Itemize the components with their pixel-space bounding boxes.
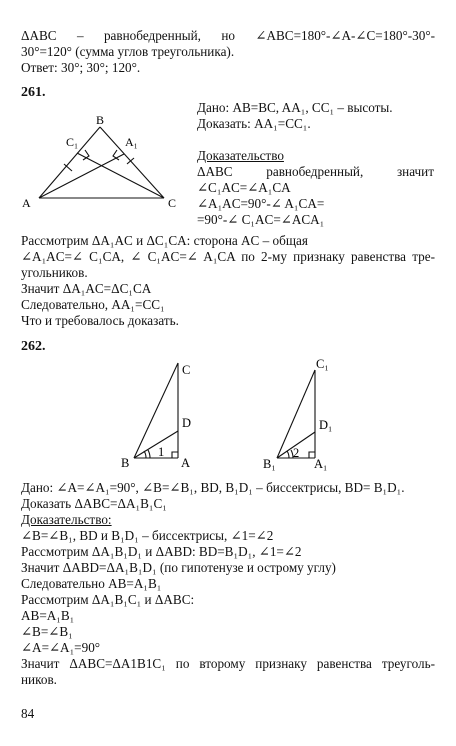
- fig262a-label-B: B: [121, 456, 130, 470]
- p261-proof-r1: ΔABC равнобедренный, значит: [197, 164, 434, 179]
- page-number: 84: [21, 706, 35, 721]
- fig261-label-A1: A₁: [125, 135, 138, 149]
- p261-proof-r4: =90°-∠ C₁AC=∠ACA₁: [197, 212, 325, 227]
- p261-proof-r2: ∠C₁AC=∠A₁CA: [197, 180, 291, 195]
- fig262a-label-A: A: [181, 456, 191, 470]
- fig262b-label-C1: C₁: [316, 357, 329, 371]
- p262-line-11: ∠A=∠A₁=90°: [21, 640, 101, 655]
- fig262a-angle-1: 1: [158, 445, 165, 459]
- fig262a-label-D: D: [182, 416, 192, 430]
- p261-proof-title: Доказательство: [197, 148, 284, 163]
- prev-line-1: ΔABC – равнобедренный, но ∠ABC=180°-∠A-∠C=180°-30°-: [21, 28, 435, 43]
- problem-261-number: 261.: [21, 85, 46, 100]
- fig261-label-C: C: [168, 196, 177, 210]
- fig262b-label-A1: A₁: [314, 457, 328, 471]
- p262-line-6: Значит ΔABD=ΔA₁B₁D₁ (по гипотенузе и острому углу): [21, 560, 336, 575]
- p262-line-7: Следовательно AB=A₁B₁: [21, 576, 162, 591]
- fig262b-label-D1: D₁: [319, 418, 333, 432]
- p261-given: Дано: AB=BC, AA₁, CC₁ – высоты.: [197, 100, 393, 115]
- p261-body-2: ∠A₁AC=∠ C₁CA, ∠ C₁AC=∠ A₁CA по 2-му признаку равенства тре-: [21, 249, 435, 264]
- p262-line-1: Дано: ∠A=∠A₁=90°, ∠B=∠B₁, BD, B₁D₁ – биссектрисы, BD= B₁D₁.: [21, 480, 405, 495]
- p262-line-5: Рассмотрим ΔA₁B₁D₁ и ΔABD: BD=B₁D₁, ∠1=∠2: [21, 544, 302, 559]
- p261-body-6: Что и требовалось доказать.: [21, 313, 179, 328]
- fig262b-label-B1: B₁: [263, 457, 276, 471]
- prev-line-2: 30°=120° (сумма углов треугольника).: [21, 44, 235, 59]
- problem-262-number: 262.: [21, 339, 46, 354]
- prev-answer: Ответ: 30°; 30°; 120°.: [21, 60, 141, 75]
- p261-body-1: Рассмотрим ΔA₁AC и ΔC₁CA: сторона AC – общая: [21, 233, 308, 248]
- p262-line-9: AB=A₁B₁: [21, 608, 75, 623]
- fig261-label-A: A: [22, 196, 31, 210]
- p261-proof-r3: ∠A₁AC=90°-∠ A₁CA=: [197, 196, 325, 211]
- p262-line-10: ∠B=∠B₁: [21, 624, 73, 639]
- p261-prove: Доказать: AA₁=CC₁.: [197, 116, 311, 131]
- p262-line-13: ников.: [21, 672, 57, 687]
- fig262b-angle-2: 2: [293, 446, 300, 460]
- fig261-label-B: B: [96, 113, 105, 127]
- fig261-label-C1: C₁: [66, 135, 79, 149]
- p261-body-5: Следовательно, AA₁=CC₁: [21, 297, 165, 312]
- p262-line-12: Значит ΔABC=ΔA1B1C₁ по второму признаку равенства треуголь-: [21, 656, 435, 671]
- fig262a-label-C: C: [182, 363, 191, 377]
- p261-body-3: угольников.: [21, 265, 88, 280]
- p262-line-3: Доказательство:: [21, 512, 112, 527]
- p262-line-2: Доказать ΔABC=ΔA₁B₁C₁: [21, 496, 167, 511]
- p262-line-8: Рассмотрим ΔA₁B₁C₁ и ΔABC:: [21, 592, 195, 607]
- p261-body-4: Значит ΔA₁AC=ΔC₁CA: [21, 281, 152, 296]
- p262-line-4: ∠B=∠B₁, BD и B₁D₁ – биссектрисы, ∠1=∠2: [21, 528, 274, 543]
